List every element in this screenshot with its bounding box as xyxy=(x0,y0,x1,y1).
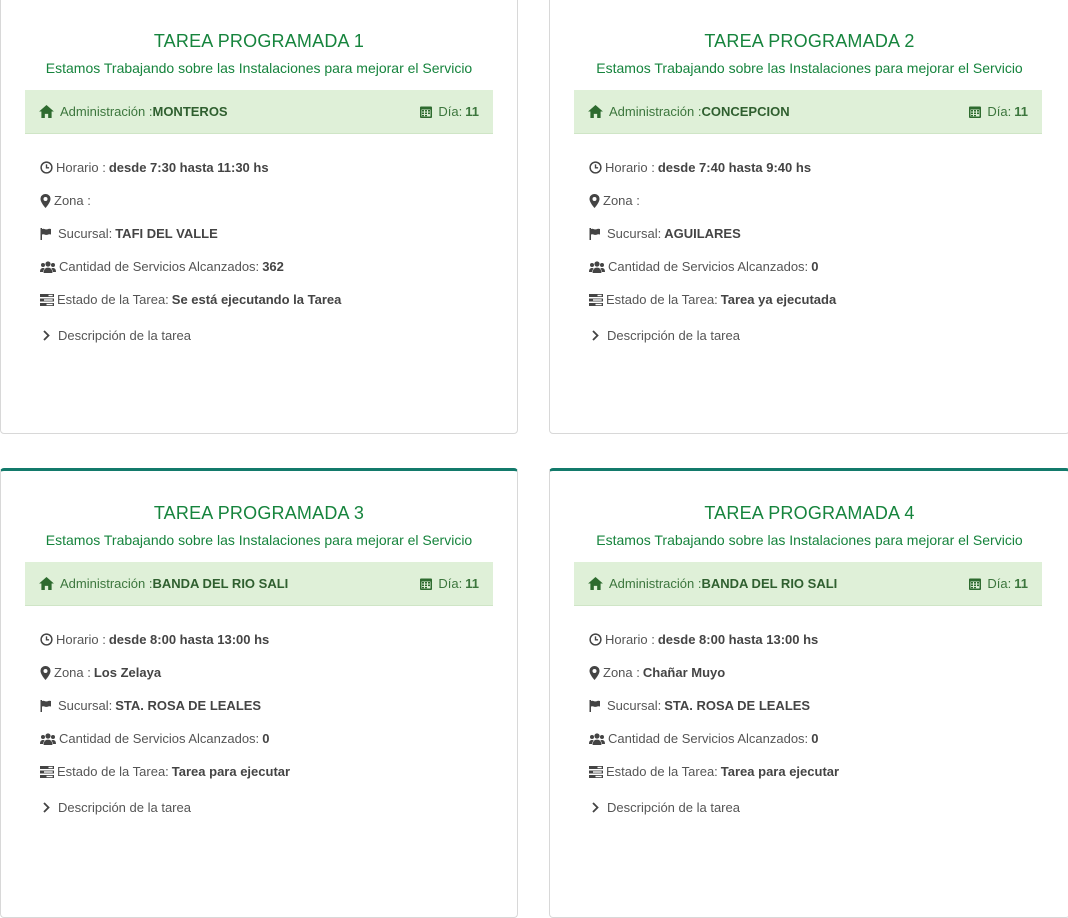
horario-value: desde 7:30 hasta 11:30 hs xyxy=(108,160,269,175)
task-card-1 xyxy=(0,0,518,434)
cantidad-label: Cantidad de Servicios Alcanzados: xyxy=(59,259,260,274)
chevron-right-icon[interactable] xyxy=(592,330,599,341)
zona-label: Zona : xyxy=(603,193,640,208)
tasks-icon xyxy=(589,766,603,778)
administracion-label: Administración : xyxy=(609,104,702,119)
administracion-name: BANDA DEL RIO SALI xyxy=(152,576,289,591)
zona-label: Zona : xyxy=(603,665,640,680)
sucursal-label: Sucursal: xyxy=(58,226,113,241)
administracion-bar xyxy=(574,562,1042,606)
dia-value: 11 xyxy=(465,576,479,591)
zona-row xyxy=(40,656,497,689)
estado-label: Estado de la Tarea: xyxy=(606,764,718,779)
descripcion-label[interactable]: Descripción de la tarea xyxy=(607,800,740,815)
sucursal-label: Sucursal: xyxy=(58,698,113,713)
users-icon xyxy=(40,261,56,273)
cantidad-row xyxy=(40,722,497,755)
chevron-right-icon[interactable] xyxy=(43,802,50,813)
dia-label: Día: xyxy=(438,104,463,119)
sucursal-label: Sucursal: xyxy=(607,698,662,713)
clock-icon xyxy=(589,633,602,646)
card-title: TAREA PROGRAMADA 4 xyxy=(704,503,915,523)
sucursal-row xyxy=(40,217,497,250)
horario-label: Horario : xyxy=(56,632,106,647)
estado-value: Se está ejecutando la Tarea xyxy=(171,292,342,307)
clock-icon xyxy=(40,633,53,646)
task-card-3 xyxy=(0,468,518,918)
dia-label: Día: xyxy=(987,576,1012,591)
card-subtitle: Estamos Trabajando sobre las Instalaciones para mejorar el Servicio xyxy=(596,60,1023,76)
users-icon xyxy=(589,261,605,273)
dia-value: 11 xyxy=(1014,104,1028,119)
horario-row xyxy=(40,623,497,656)
descripcion-toggle[interactable] xyxy=(589,319,1049,352)
descripcion-label[interactable]: Descripción de la tarea xyxy=(607,328,740,343)
horario-row xyxy=(589,623,1049,656)
flag-icon xyxy=(589,700,601,712)
horario-label: Horario : xyxy=(605,160,655,175)
sucursal-row xyxy=(589,689,1049,722)
chevron-right-icon[interactable] xyxy=(43,330,50,341)
descripcion-toggle[interactable] xyxy=(40,791,497,824)
estado-value: Tarea para ejecutar xyxy=(171,764,291,779)
descripcion-toggle[interactable] xyxy=(40,319,497,352)
horario-value: desde 8:00 hasta 13:00 hs xyxy=(108,632,270,647)
descripcion-toggle[interactable] xyxy=(589,791,1049,824)
horario-row xyxy=(589,151,1049,184)
administracion-name: CONCEPCION xyxy=(701,104,790,119)
estado-row xyxy=(40,755,497,788)
cantidad-label: Cantidad de Servicios Alcanzados: xyxy=(608,259,809,274)
users-icon xyxy=(589,733,605,745)
cantidad-value: 0 xyxy=(811,731,819,746)
tasks-icon xyxy=(589,294,603,306)
descripcion-label[interactable]: Descripción de la tarea xyxy=(58,800,191,815)
clock-icon xyxy=(40,161,53,174)
descripcion-label[interactable]: Descripción de la tarea xyxy=(58,328,191,343)
administracion-label: Administración : xyxy=(609,576,702,591)
cantidad-label: Cantidad de Servicios Alcanzados: xyxy=(59,731,260,746)
zona-row xyxy=(589,656,1049,689)
clock-icon xyxy=(589,161,602,174)
cantidad-value: 362 xyxy=(262,259,284,274)
home-icon xyxy=(39,105,54,118)
map-marker-icon xyxy=(589,666,600,680)
administracion-name: MONTEROS xyxy=(152,104,228,119)
estado-row xyxy=(589,283,1049,316)
sucursal-value: AGUILARES xyxy=(664,226,741,241)
zona-label: Zona : xyxy=(54,193,91,208)
sucursal-value: TAFI DEL VALLE xyxy=(115,226,218,241)
task-card-4 xyxy=(549,468,1068,918)
tasks-icon xyxy=(40,294,54,306)
cantidad-row xyxy=(40,250,497,283)
home-icon xyxy=(39,577,54,590)
sucursal-value: STA. ROSA DE LEALES xyxy=(664,698,811,713)
dia-value: 11 xyxy=(465,104,479,119)
zona-row xyxy=(40,184,497,217)
sucursal-value: STA. ROSA DE LEALES xyxy=(115,698,262,713)
sucursal-row xyxy=(40,689,497,722)
zona-value: Los Zelaya xyxy=(93,665,162,680)
flag-icon xyxy=(40,228,52,240)
estado-value: Tarea ya ejecutada xyxy=(720,292,837,307)
estado-label: Estado de la Tarea: xyxy=(57,764,169,779)
estado-row xyxy=(589,755,1049,788)
task-card-2 xyxy=(549,0,1068,434)
cantidad-row xyxy=(589,250,1049,283)
estado-row xyxy=(40,283,497,316)
horario-label: Horario : xyxy=(56,160,106,175)
zona-row xyxy=(589,184,1049,217)
task-details xyxy=(589,623,1049,824)
zona-label: Zona : xyxy=(54,665,91,680)
administracion-label: Administración : xyxy=(60,104,153,119)
sucursal-row xyxy=(589,217,1049,250)
calendar-icon xyxy=(969,105,981,118)
card-title: TAREA PROGRAMADA 3 xyxy=(153,503,365,523)
estado-label: Estado de la Tarea: xyxy=(57,292,169,307)
flag-icon xyxy=(589,228,601,240)
estado-value: Tarea para ejecutar xyxy=(720,764,840,779)
horario-row xyxy=(40,151,497,184)
dia-value: 11 xyxy=(1014,576,1028,591)
horario-label: Horario : xyxy=(605,632,655,647)
cantidad-row xyxy=(589,722,1049,755)
cantidad-label: Cantidad de Servicios Alcanzados: xyxy=(608,731,809,746)
chevron-right-icon[interactable] xyxy=(592,802,599,813)
administracion-name: BANDA DEL RIO SALI xyxy=(701,576,838,591)
task-details xyxy=(40,623,497,824)
card-subtitle: Estamos Trabajando sobre las Instalaciones para mejorar el Servicio xyxy=(596,532,1023,548)
calendar-icon xyxy=(420,577,432,590)
estado-label: Estado de la Tarea: xyxy=(606,292,718,307)
map-marker-icon xyxy=(589,194,600,208)
administracion-label: Administración : xyxy=(60,576,153,591)
home-icon xyxy=(588,577,603,590)
zona-value: Chañar Muyo xyxy=(642,665,726,680)
map-marker-icon xyxy=(40,194,51,208)
task-details xyxy=(589,151,1049,352)
calendar-icon xyxy=(420,105,432,118)
horario-value: desde 7:40 hasta 9:40 hs xyxy=(657,160,812,175)
administracion-bar xyxy=(25,562,493,606)
flag-icon xyxy=(40,700,52,712)
cantidad-value: 0 xyxy=(262,731,270,746)
sucursal-label: Sucursal: xyxy=(607,226,662,241)
card-subtitle: Estamos Trabajando sobre las Instalaciones para mejorar el Servicio xyxy=(45,60,473,76)
horario-value: desde 8:00 hasta 13:00 hs xyxy=(657,632,819,647)
task-details xyxy=(40,151,497,352)
home-icon xyxy=(588,105,603,118)
cantidad-value: 0 xyxy=(811,259,819,274)
map-marker-icon xyxy=(40,666,51,680)
dia-label: Día: xyxy=(438,576,463,591)
administracion-bar xyxy=(574,90,1042,134)
card-subtitle: Estamos Trabajando sobre las Instalaciones para mejorar el Servicio xyxy=(45,532,473,548)
card-title: TAREA PROGRAMADA 1 xyxy=(153,31,365,51)
calendar-icon xyxy=(969,577,981,590)
tasks-icon xyxy=(40,766,54,778)
card-title: TAREA PROGRAMADA 2 xyxy=(704,31,915,51)
users-icon xyxy=(40,733,56,745)
dia-label: Día: xyxy=(987,104,1012,119)
administracion-bar xyxy=(25,90,493,134)
